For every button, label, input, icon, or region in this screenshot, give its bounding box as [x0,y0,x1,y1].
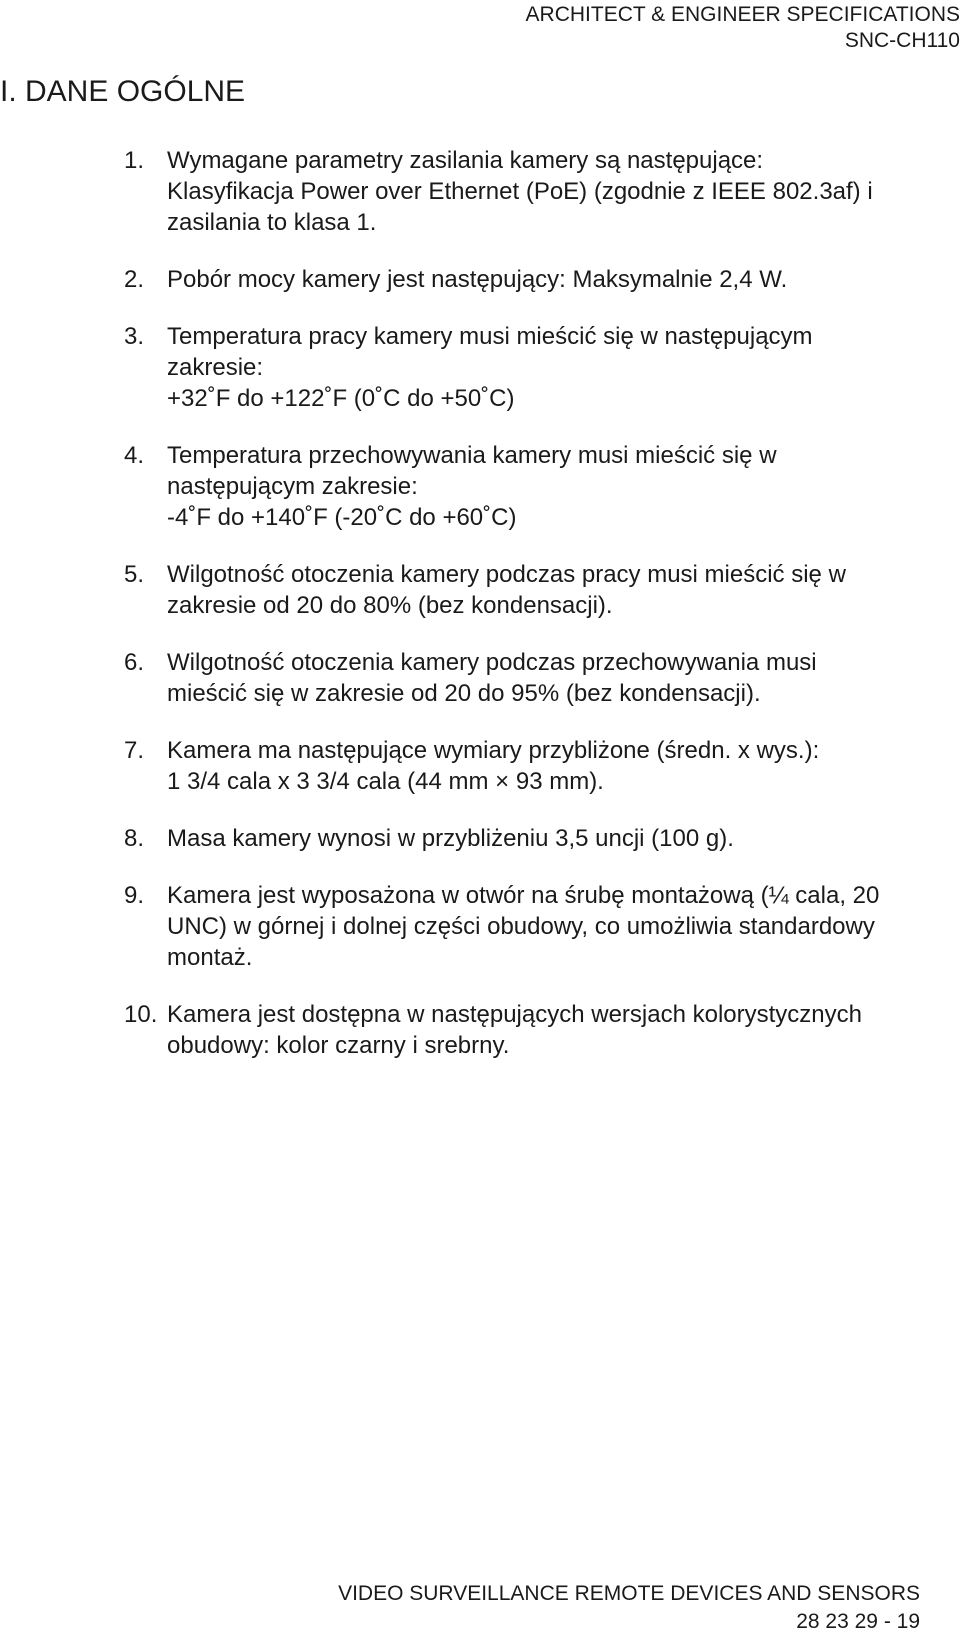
header-model: SNC-CH110 [844,29,960,52]
spec-list [0,145,955,1087]
footer-section-name: VIDEO SURVEILLANCE REMOTE DEVICES AND SENSORS [338,1582,920,1605]
spec-item-text-line: Wymagane parametry zasilania kamery są następujące: [167,147,764,174]
spec-item-text-line: Kamera ma następujące wymiary przybliżone (średn. x wys.): [167,737,820,764]
spec-item [0,559,955,621]
spec-item-text-line: obudowy: kolor czarny i srebrny. [167,1032,510,1059]
spec-item-number: 7. [124,737,145,764]
spec-item-number: 2. [124,266,145,293]
spec-item-text-line: Wilgotność otoczenia kamery podczas pracy musi mieścić się w [167,561,846,588]
spec-item-number: 6. [124,649,145,676]
spec-item-number: 3. [124,323,145,350]
spec-item [0,823,955,854]
spec-item-text-line: następującym zakresie: [167,473,418,500]
spec-item-text-line: 1 3/4 cala x 3 3/4 cala (44 mm × 93 mm). [167,768,604,795]
spec-item-text-line: Temperatura przechowywania kamery musi mieścić się w [167,442,777,469]
spec-item [0,440,955,533]
footer-page-number: 28 23 29 - 19 [796,1610,920,1633]
spec-item-number: 9. [124,882,145,909]
spec-item-text-line: Masa kamery wynosi w przybliżeniu 3,5 uncji (100 g). [167,825,734,852]
spec-item [0,880,955,973]
section-title: I. DANE OGÓLNE [0,75,246,108]
spec-item [0,145,955,238]
page-footer [220,1580,920,1636]
spec-item [0,264,955,295]
spec-item-number: 5. [124,561,145,588]
spec-item-text-line: zasilania to klasa 1. [167,209,377,236]
spec-item-text-line: Temperatura pracy kamery musi mieścić się w następującym [167,323,813,350]
spec-item-text-line: Pobór mocy kamery jest następujący: Maksymalnie 2,4 W. [167,266,788,293]
spec-item-number: 8. [124,825,145,852]
spec-item-text-line: UNC) w górnej i dolnej części obudowy, co umożliwia standardowy [167,913,875,940]
spec-item-text-line: -4˚F do +140˚F (-20˚C do +60˚C) [167,504,517,531]
spec-item-text-line: zakresie: [167,354,264,381]
spec-item-text-line: Wilgotność otoczenia kamery podczas przechowywania musi [167,649,817,676]
spec-item-number: 1. [124,147,145,174]
spec-item [0,647,955,709]
spec-item-text-line: Kamera jest wyposażona w otwór na śrubę montażową (¼ cala, 20 [167,882,880,909]
spec-item-text-line: Kamera jest dostępna w następujących wersjach kolorystycznych [167,1001,862,1028]
spec-item-text-line: +32˚F do +122˚F (0˚C do +50˚C) [167,385,515,412]
spec-item-text-line: Klasyfikacja Power over Ethernet (PoE) (zgodnie z IEEE 802.3af) i [167,178,873,205]
spec-item-text-line: montaż. [167,944,253,971]
header-spec-title: ARCHITECT & ENGINEER SPECIFICATIONS [525,3,960,26]
spec-item-number: 10. [124,1001,158,1028]
spec-item [0,735,955,797]
page-header [400,2,960,54]
spec-item [0,321,955,414]
spec-item-number: 4. [124,442,145,469]
spec-item [0,999,955,1061]
spec-item-text-line: mieścić się w zakresie od 20 do 95% (bez kondensacji). [167,680,761,707]
spec-item-text-line: zakresie od 20 do 80% (bez kondensacji). [167,592,613,619]
